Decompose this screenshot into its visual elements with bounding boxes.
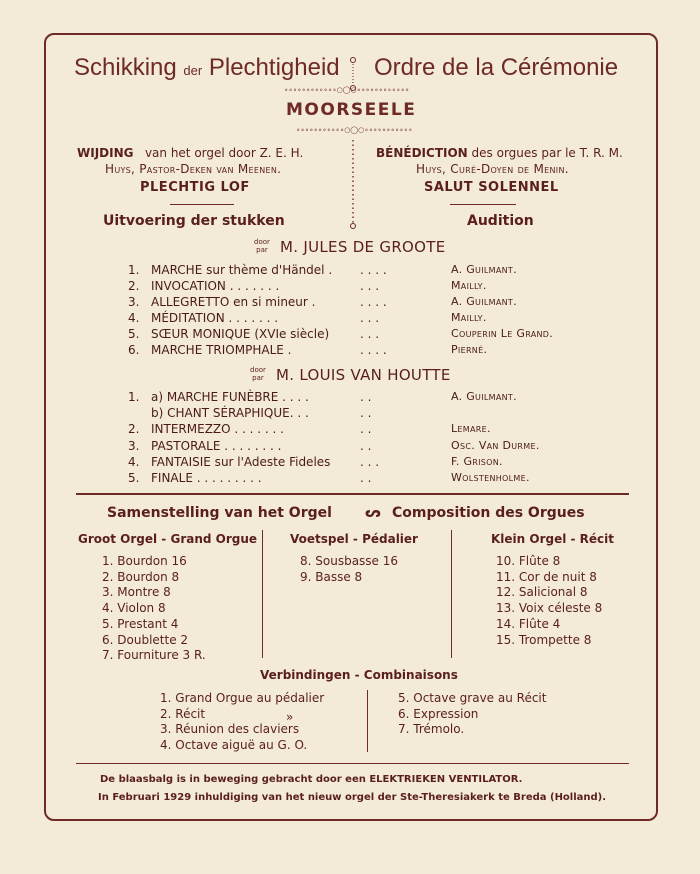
program-composer: Lemare.: [451, 422, 491, 436]
door-par-2: door par: [250, 366, 266, 382]
place-name: MOORSEELE: [286, 100, 417, 120]
footer-line-1: De blaasbalg is in beweging gebracht door een ELEKTRIEKEN VENTILATOR.: [100, 774, 523, 785]
program-number: 4.: [128, 311, 140, 325]
program-number: 4.: [128, 454, 140, 469]
salut-solennel: SALUT SOLENNEL: [424, 180, 559, 195]
program-number: 1.: [128, 263, 140, 277]
program-title: FANTAISIE sur l'Adeste Fideles: [151, 454, 331, 469]
program-title: PASTORALE . . . . . . . .: [151, 438, 282, 453]
stop-item: 11. Cor de nuit 8: [496, 569, 597, 584]
program-composer: A. Guilmant.: [451, 390, 517, 403]
program-title: b) CHANT SÉRAPHIQUE. . .: [151, 406, 309, 421]
program-composer: A. Guilmant.: [451, 263, 517, 276]
program-dots: . . .: [360, 311, 380, 325]
title-left: Schikking der Plechtigheid: [74, 54, 340, 81]
program-number: 1.: [128, 390, 140, 404]
program-dots: . . . .: [360, 295, 387, 309]
program-composer: F. Grison.: [451, 454, 503, 468]
stop-item: 3. Montre 8: [102, 585, 171, 600]
comb-divider: [367, 690, 368, 752]
program-title: MARCHE sur thème d'Händel .: [151, 263, 333, 277]
center-ornament: [348, 138, 358, 230]
stop-item: 6. Expression: [398, 706, 479, 721]
program-number: 6.: [128, 343, 140, 357]
stop-item: 8. Sousbasse 16: [300, 554, 399, 568]
composition-right: Composition des Orgues: [392, 505, 585, 521]
program-composer: A. Guilmant.: [451, 295, 517, 308]
stop-item: 5. Prestant 4: [102, 616, 179, 631]
stop-item: 13. Voix céleste 8: [496, 601, 603, 616]
stop-item: 2. Bourdon 8: [102, 569, 180, 584]
audition-heading: Audition: [467, 213, 534, 229]
performer2-name: M. LOUIS VAN HOUTTE: [276, 366, 451, 384]
col-divider-2: [451, 530, 452, 658]
performer1-name: M. JULES DE GROOTE: [280, 238, 446, 256]
col3-heading: Klein Orgel - Récit: [491, 532, 615, 546]
stop-item: 14. Flûte 4: [496, 616, 561, 631]
program-number: 3.: [128, 438, 140, 453]
program-composer: Mailly.: [451, 279, 487, 292]
program-number: 2.: [128, 422, 140, 437]
door-par-1: door par: [254, 238, 270, 254]
stop-item: 7. Fourniture 3 R.: [102, 648, 206, 663]
program-dots: . . .: [360, 327, 380, 341]
program-title: a) MARCHE FUNÈBRE . . . .: [151, 390, 309, 404]
ornament-row-2: ∘∘∘∘∘∘∘∘∘∘∘○◯○∘∘∘∘∘∘∘∘∘∘∘: [296, 126, 413, 134]
ditto-mark: »: [286, 710, 294, 724]
program-number: 5.: [128, 327, 140, 341]
col1-heading: Groot Orgel - Grand Orgue: [78, 532, 258, 546]
program-dots: . .: [360, 390, 372, 404]
uitvoering-heading: Uitvoering der stukken: [103, 213, 285, 229]
dedication-right-line1: BÉNÉDICTION des orgues par le T. R. M.: [376, 146, 623, 160]
stop-item: 2. Récit: [160, 706, 206, 721]
divider-salut: [450, 204, 516, 205]
program-number: 5.: [128, 471, 140, 485]
stop-item: 1. Bourdon 16: [102, 554, 187, 568]
program-title: FINALE . . . . . . . . .: [151, 471, 262, 485]
stop-item: 4. Octave aiguë au G. O.: [160, 737, 308, 752]
composition-sep-icon: ᔕ: [365, 505, 381, 521]
stop-item: 3. Réunion des claviers: [160, 722, 300, 736]
dedication-left-line2: Huys, Pastor-Deken van Meenen.: [105, 162, 282, 176]
program-title: INVOCATION . . . . . . .: [151, 279, 280, 293]
ornament-row-1: ∘∘∘∘∘∘∘∘∘∘∘∘○◯○∘∘∘∘∘∘∘∘∘∘∘∘: [284, 86, 410, 94]
footer-divider: [76, 763, 629, 764]
program-composer: Pierné.: [451, 343, 488, 356]
program-dots: . . .: [360, 454, 380, 469]
divider-lof: [170, 204, 234, 205]
title-right: Ordre de la Cérémonie: [374, 54, 619, 81]
program-composer: Couperin Le Grand.: [451, 327, 554, 340]
program-composer: Mailly.: [451, 311, 487, 324]
program-dots: . . . .: [360, 343, 387, 357]
dedication-left-line1: WIJDING van het orgel door Z. E. H.: [77, 146, 304, 160]
program-title: MARCHE TRIOMPHALE .: [151, 343, 292, 357]
col2-heading: Voetspel - Pédalier: [290, 532, 418, 546]
stop-item: 15. Trompette 8: [496, 632, 592, 647]
program-title: SŒUR MONIQUE (XVIe siècle): [151, 327, 330, 341]
program-dots: . . .: [360, 279, 380, 293]
composition-left: Samenstelling van het Orgel: [107, 505, 332, 521]
program-dots: . .: [360, 471, 372, 485]
footer-line-2: In Februari 1929 inhuldiging van het nieuw orgel der Ste-Theresiakerk te Breda (Holland).: [98, 792, 607, 803]
stop-item: 9. Basse 8: [300, 569, 363, 584]
combinations-heading: Verbindingen - Combinaisons: [260, 668, 458, 682]
stop-item: 6. Doublette 2: [102, 632, 189, 647]
col-divider-1: [262, 530, 263, 658]
stop-item: 5. Octave grave au Récit: [398, 691, 547, 705]
program-number: 2.: [128, 279, 140, 293]
stop-item: 7. Trémolo.: [398, 722, 465, 736]
program-composer: Wolstenholme.: [451, 471, 530, 484]
program-number: 3.: [128, 295, 140, 309]
dedication-right-line2: Huys, Curé-Doyen de Menin.: [416, 162, 569, 176]
stop-item: 4. Violon 8: [102, 601, 166, 616]
section-divider: [76, 493, 629, 495]
program-dots: . . . .: [360, 263, 387, 277]
program-composer: Osc. Van Durme.: [451, 438, 540, 452]
program-dots: . .: [360, 422, 372, 437]
plechtig-lof: PLECHTIG LOF: [140, 180, 250, 195]
program-dots: . .: [360, 438, 372, 453]
program-title: ALLEGRETTO en si mineur .: [151, 295, 316, 309]
program-dots: . .: [360, 406, 372, 421]
program-title: MÉDITATION . . . . . . .: [151, 311, 279, 325]
stop-item: 12. Salicional 8: [496, 585, 588, 600]
stop-item: 1. Grand Orgue au pédalier: [160, 691, 325, 705]
program-title: INTERMEZZO . . . . . . .: [151, 422, 284, 437]
stop-item: 10. Flûte 8: [496, 554, 561, 568]
